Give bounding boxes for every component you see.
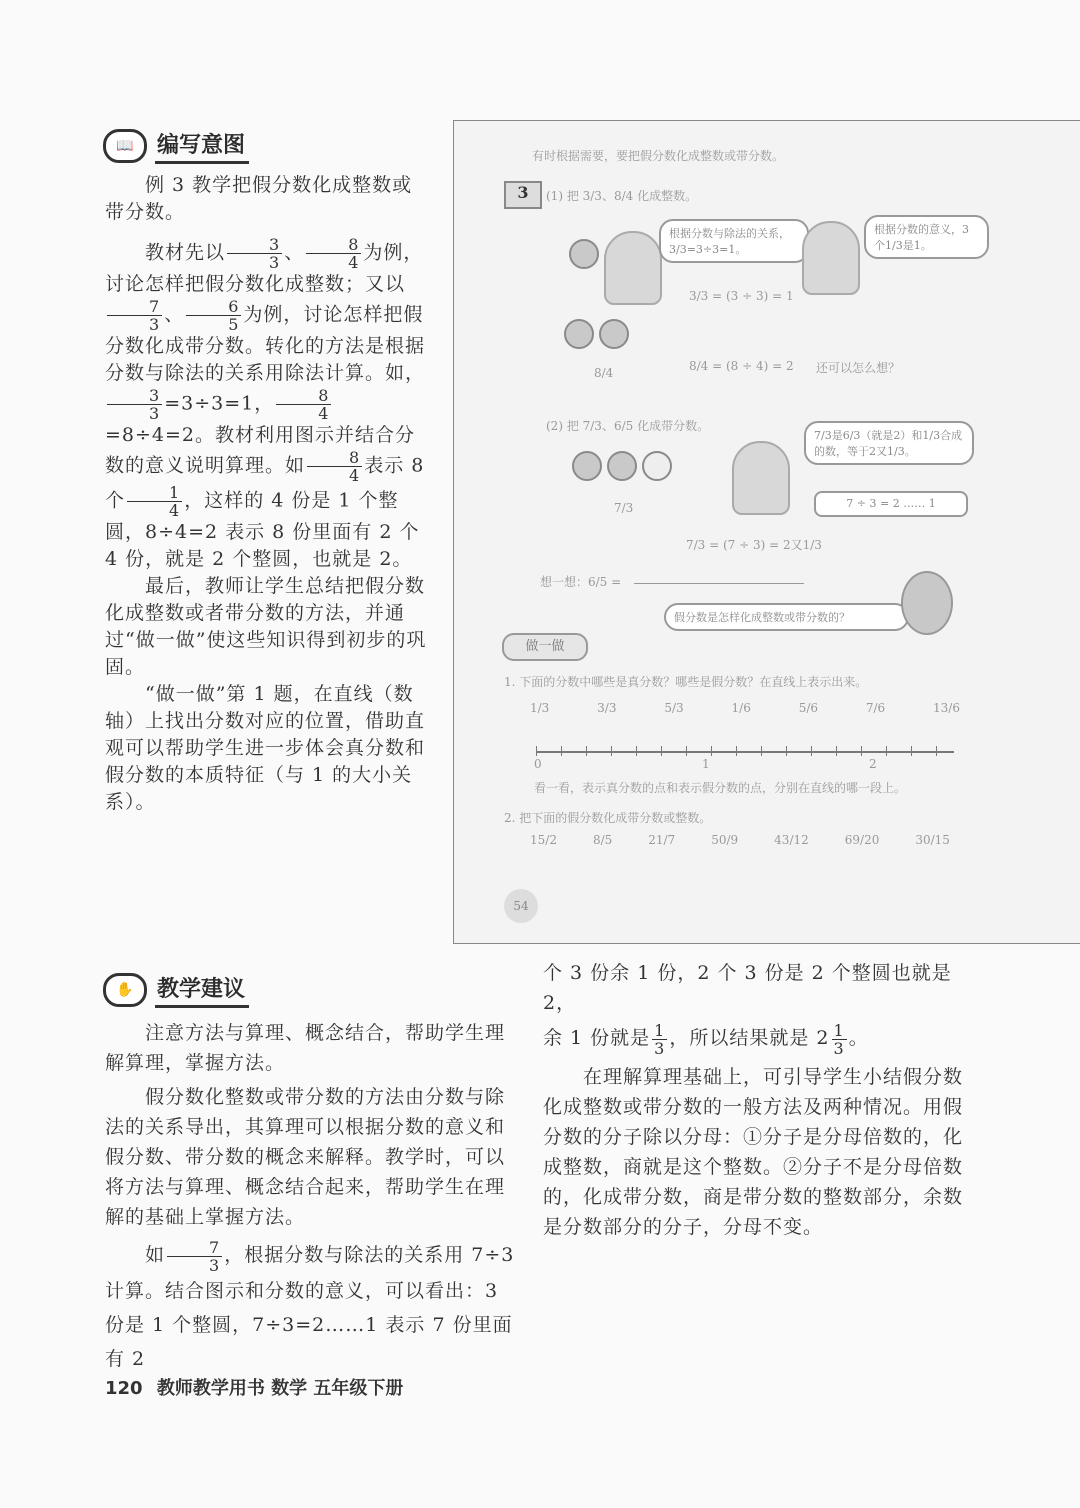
intent-text [105, 172, 430, 816]
numerator: 7 [167, 1239, 222, 1257]
fraction-1-4 [127, 484, 182, 519]
suggestion-para-5 [543, 1018, 963, 1058]
book-icon: 📖 [103, 129, 147, 163]
tb-fraction: 50/9 [711, 833, 739, 847]
number-line-tick [736, 746, 737, 756]
number-line-tick [636, 746, 637, 756]
speech-bubble-1: 根据分数与除法的关系，3/3=3÷3=1。 [659, 219, 809, 263]
tb-ex2-fractions [530, 833, 950, 847]
denominator: 3 [209, 1255, 221, 1275]
intent-para-4: “做一做”第 1 题，在直线（数轴）上找出分数对应的位置，借助直观可以帮助学生进一步体会真分数和假分数的本质特征（与 1 的大小关系）。 [105, 683, 426, 813]
tb-page-number: 54 [504, 889, 538, 923]
tb-intro: 有时根据需要，要把假分数化成整数或带分数。 [532, 149, 785, 163]
intent-para-1: 例 3 教学把假分数化成整数或带分数。 [105, 174, 413, 223]
denominator: 3 [149, 315, 161, 334]
tb-fraction: 7/6 [865, 701, 886, 715]
denominator: 3 [269, 253, 281, 272]
number-line-tick [936, 746, 937, 756]
numerator: 6 [186, 298, 241, 316]
numerator: 3 [107, 387, 162, 405]
answer-line [634, 583, 804, 584]
tb-fraction: 8/5 [592, 833, 613, 847]
number-line-tick [761, 746, 762, 756]
tb-zuoyizuo-label: 做一做 [502, 633, 588, 661]
text-run: ，所以结果就是 2 [669, 1027, 830, 1049]
axis-label-2: 2 [869, 757, 877, 771]
denominator: 4 [318, 404, 330, 423]
mascot-illustration [901, 571, 953, 635]
fraction-1-3 [832, 1022, 847, 1057]
tb-fraction: 13/6 [933, 701, 960, 715]
fraction-6-5 [186, 298, 241, 333]
number-line-tick [611, 746, 612, 756]
text-run: 。 [848, 1027, 869, 1049]
text-run: 教材先以 [145, 241, 226, 264]
denominator: 4 [349, 466, 361, 485]
page-number: 120 [105, 1378, 143, 1399]
tb-example-number: 3 [504, 181, 542, 209]
book-title: 教师教学用书 数学 五年级下册 [156, 1378, 404, 1399]
tb-division-box: 7 ÷ 3 = 2 …… 1 [814, 491, 968, 517]
text-run: 余 1 份就是 [543, 1027, 651, 1049]
pie-icon [564, 319, 594, 349]
number-line-tick [811, 746, 812, 756]
number-line-tick [911, 746, 912, 756]
tb-fraction: 1/6 [731, 701, 751, 715]
denominator: 3 [654, 1038, 666, 1058]
section-title-intent: 编写意图 [155, 128, 249, 164]
numerator: 7 [107, 298, 162, 316]
text-run: 为例，讨论怎样把假分数化成带分数。转化的方法是根据分数与除法的关系用除法计算。如， [105, 303, 426, 384]
pie-icon [642, 451, 672, 481]
tb-try: 想一想：6/5 = [540, 575, 622, 589]
text-run: ，根据分数与除法的关系用 7÷3 计算。结合图示和分数的意义，可以看出：3 份是 1 个整圆，7÷3=2……1 表示 7 份里面有 2 [105, 1244, 515, 1370]
girl-illustration [802, 221, 860, 295]
number-line-tick [861, 746, 862, 756]
fraction-3-3 [107, 387, 162, 422]
denominator: 3 [833, 1038, 845, 1058]
numerator: 8 [307, 449, 362, 467]
tb-fraction: 30/15 [915, 833, 950, 847]
suggestion-para-4: 个 3 份余 1 份，2 个 3 份是 2 个整圆也就是 2， [543, 962, 952, 1014]
number-line-tick [586, 746, 587, 756]
speech-bubble-4: 假分数是怎样化成整数或带分数的？ [664, 603, 909, 631]
number-line-tick [836, 746, 837, 756]
text-run: 表示 8 个 [105, 454, 425, 512]
numerator: 8 [276, 387, 331, 405]
fraction-7-3 [167, 1239, 222, 1274]
fraction-8-4 [306, 236, 361, 271]
pie-icon [572, 451, 602, 481]
hand-icon: ✋ [103, 973, 147, 1007]
numerator: 1 [833, 1020, 845, 1040]
tb-q2: (2) 把 7/3、6/5 化成带分数。 [546, 419, 710, 433]
tb-ex2: 2. 把下面的假分数化成带分数或整数。 [504, 811, 712, 825]
tb-fraction: 43/12 [774, 833, 809, 847]
suggestion-para-6: 在理解算理基础上，可引导学生小结假分数化成整数或带分数的一般方法及两种情况。用假分数的分子除以分母：①分子是分母倍数的，化成整数，商就是这个整数。②分子不是分母倍数的，化成带分数，商是带分数的整数部分，余数是分数部分的分子，分母不变。 [543, 1066, 964, 1238]
number-line [536, 751, 954, 753]
pie-triple [572, 451, 672, 485]
tb-fraction: 21/7 [648, 833, 676, 847]
tb-label-7-3: 7/3 [614, 501, 634, 515]
text-run: 如 [145, 1244, 166, 1266]
intent-para-2: 教材先以 $\frac{3}{3}$ 、 $\frac{8}{4}$ 为例，讨论怎样把假分数化成整数；又以 $\frac{7}{3}$ 、 $\frac{6}{5}$ 为例，讨论怎样把假分数化成带分数。转化的方法是根据分数与除法的关系用除法计算。如， $\frac{3}{3}$ =3÷3=1， $\frac{8}{4}$ =8÷4=2。教材利用图示并结合分数的意义说明算理。如 $\frac{8}{4}$ 表示 8 个 $\frac{1}{4}$ ，这样的 4 份是 1 个整圆，8÷4=2 表示 8 份里面有 2 个 4 份，就是 2 个整圆，也就是 2。 [105, 235, 426, 570]
axis-label-0: 0 [534, 757, 542, 771]
tb-fraction: 1/3 [530, 701, 550, 715]
fraction-1-3 [652, 1022, 667, 1057]
tb-equation-2: 8/4 = (8 ÷ 4) = 2 [689, 359, 794, 373]
axis-label-1: 1 [702, 757, 710, 771]
suggestion-para-2: 假分数化整数或带分数的方法由分数与除法的关系导出，其算理可以根据分数的意义和假分数、带分数的概念来解释。教学时，可以将方法与算理、概念结合起来，帮助学生在理解的基础上掌握方法。 [105, 1086, 506, 1228]
fraction-8-4 [276, 387, 331, 422]
denominator: 4 [348, 253, 360, 272]
tb-equation-1: 3/3 = (3 ÷ 3) = 1 [689, 289, 794, 303]
text-run: =8÷4=2。教材利用图示并结合分数的意义说明算理。如 [105, 424, 416, 477]
tb-ex1-note: 看一看，表示真分数的点和表示假分数的点，分别在直线的哪一段上。 [534, 781, 907, 795]
girl2-illustration [732, 441, 790, 515]
intent-para-3: 最后，教师让学生总结把假分数化成整数或者带分数的方法，并通过“做一做”使这些知识得到初步的巩固。 [105, 575, 427, 678]
number-line-tick [786, 746, 787, 756]
tb-fraction: 5/3 [664, 701, 684, 715]
pie-icon [569, 239, 599, 273]
numerator: 3 [227, 236, 282, 254]
numerator: 1 [127, 484, 182, 502]
section-header-suggestion [103, 972, 249, 1008]
tb-equation-3: 7/3 = (7 ÷ 3) = 2又1/3 [686, 538, 822, 552]
tb-ex1-fractions [530, 701, 960, 715]
number-line-tick [536, 746, 537, 756]
denominator: 4 [169, 501, 181, 520]
number-line-tick [686, 746, 687, 756]
suggestion-left-column [105, 1018, 523, 1376]
denominator: 3 [149, 404, 161, 423]
textbook-page-image [453, 120, 1080, 944]
tb-label-8-4: 8/4 [594, 366, 614, 380]
text-run: =3÷3=1， [164, 392, 275, 415]
fraction-7-3 [107, 298, 162, 333]
fraction-8-4 [307, 449, 362, 484]
section-header-intent [103, 128, 249, 164]
numerator: 1 [654, 1020, 666, 1040]
tb-fraction: 69/20 [844, 833, 880, 847]
pie-icon [607, 451, 637, 481]
numerator: 8 [306, 236, 361, 254]
pie-icon [569, 239, 599, 269]
fraction-3-3 [227, 236, 282, 271]
number-line-tick [711, 746, 712, 756]
pie-pair [564, 319, 629, 353]
boy-illustration [604, 231, 662, 305]
page-footer [105, 1374, 403, 1400]
denominator: 5 [228, 315, 240, 334]
tb-q1: (1) 把 3/3、8/4 化成整数。 [546, 189, 698, 203]
tb-fraction: 3/3 [597, 701, 617, 715]
tb-fraction: 15/2 [530, 833, 557, 847]
tb-ex1: 1. 下面的分数中哪些是真分数？哪些是假分数？在直线上表示出来。 [504, 675, 868, 689]
text-run: 为例，讨论怎样把假分数化成整数；又以 [105, 241, 424, 295]
tb-fraction: 5/6 [798, 701, 818, 715]
number-line-tick [561, 746, 562, 756]
pie-icon [599, 319, 629, 349]
speech-bubble-2: 根据分数的意义，3个1/3是1。 [864, 215, 989, 259]
suggestion-para-3 [105, 1238, 523, 1376]
number-line-tick [661, 746, 662, 756]
suggestion-right-column [543, 958, 963, 1242]
section-title-suggestion: 教学建议 [155, 972, 249, 1008]
speech-bubble-3: 7/3是6/3（就是2）和1/3合成的数，等于2又1/3。 [804, 421, 974, 465]
tb-ask: 还可以怎么想？ [816, 361, 901, 375]
number-line-tick [886, 746, 887, 756]
suggestion-para-1: 注意方法与算理、概念结合，帮助学生理解算理，掌握方法。 [105, 1022, 506, 1074]
text-run: ，这样的 4 份是 1 个整圆，8÷4=2 表示 8 份里面有 2 个 4 份，就是 2 个整圆，也就是 2。 [105, 489, 420, 570]
